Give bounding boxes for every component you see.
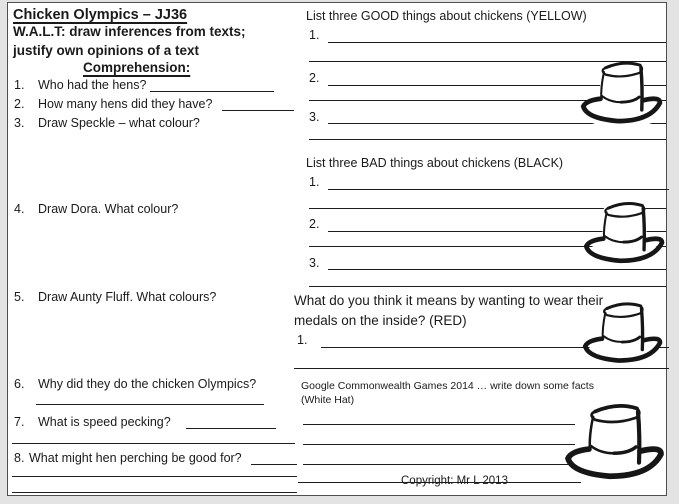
question-text: What is speed pecking? bbox=[38, 415, 171, 429]
question-text: Draw Speckle – what colour? bbox=[38, 116, 200, 130]
question-text: Draw Dora. What colour? bbox=[38, 202, 179, 216]
list-number: 1. bbox=[309, 28, 320, 42]
list-number: 3. bbox=[309, 110, 320, 124]
red-question-line-2: medals on the inside? (RED) bbox=[294, 313, 467, 328]
question-text: Draw Aunty Fluff. What colours? bbox=[38, 290, 217, 304]
answer-line bbox=[150, 91, 274, 92]
question-number: 6. bbox=[14, 377, 25, 391]
walt-line-2: justify own opinions of a text bbox=[13, 43, 200, 58]
answer-line bbox=[12, 492, 297, 493]
question-number: 1. bbox=[14, 78, 25, 92]
list-number: 1. bbox=[297, 333, 308, 347]
answer-line bbox=[186, 428, 276, 429]
answer-line bbox=[12, 443, 295, 444]
answer-line bbox=[309, 286, 666, 287]
bad-list-heading: List three BAD things about chickens (BLACK) bbox=[306, 156, 564, 170]
question-number: 8. bbox=[14, 451, 25, 465]
list-number: 1. bbox=[309, 175, 320, 189]
answer-line bbox=[36, 404, 264, 405]
top-hat-icon bbox=[562, 399, 668, 495]
answer-line bbox=[303, 424, 575, 425]
worksheet-page bbox=[7, 2, 667, 496]
question-number: 2. bbox=[14, 97, 25, 111]
top-hat-icon bbox=[582, 194, 667, 280]
top-hat-icon bbox=[581, 297, 665, 377]
question-text: What might hen perching be good for? bbox=[29, 451, 242, 465]
question-text: How many hens did they have? bbox=[38, 97, 213, 111]
google-task-prompt: Google Commonwealth Games 2014 … write down some facts bbox=[301, 380, 594, 392]
top-hat-icon bbox=[579, 57, 665, 137]
copyright-text: Copyright: Mr L 2013 bbox=[401, 475, 508, 487]
question-number: 4. bbox=[14, 202, 25, 216]
list-number: 2. bbox=[309, 217, 320, 231]
question-number: 7. bbox=[14, 415, 25, 429]
answer-line bbox=[328, 42, 666, 43]
question-number: 5. bbox=[14, 290, 25, 304]
list-number: 3. bbox=[309, 256, 320, 270]
list-number: 2. bbox=[309, 71, 320, 85]
section-heading: Comprehension: bbox=[83, 60, 191, 75]
question-text: Who had the hens? bbox=[38, 78, 147, 92]
red-question-line-1: What do you think it means by wanting to wear their bbox=[294, 293, 604, 308]
question-text: Why did they do the chicken Olympics? bbox=[38, 377, 257, 391]
answer-line bbox=[12, 476, 297, 477]
answer-line bbox=[309, 139, 666, 140]
walt-line-1: W.A.L.T: draw inferences from texts; bbox=[13, 24, 246, 39]
answer-line bbox=[328, 189, 669, 190]
answer-line bbox=[303, 464, 575, 465]
question-number: 3. bbox=[14, 116, 25, 130]
good-list-heading: List three GOOD things about chickens (YELLOW) bbox=[306, 9, 587, 23]
answer-line bbox=[222, 110, 294, 111]
answer-line bbox=[303, 444, 575, 445]
white-hat-label: (White Hat) bbox=[301, 394, 355, 406]
answer-line bbox=[251, 464, 297, 465]
page-title: Chicken Olympics – JJ36 bbox=[13, 7, 188, 23]
